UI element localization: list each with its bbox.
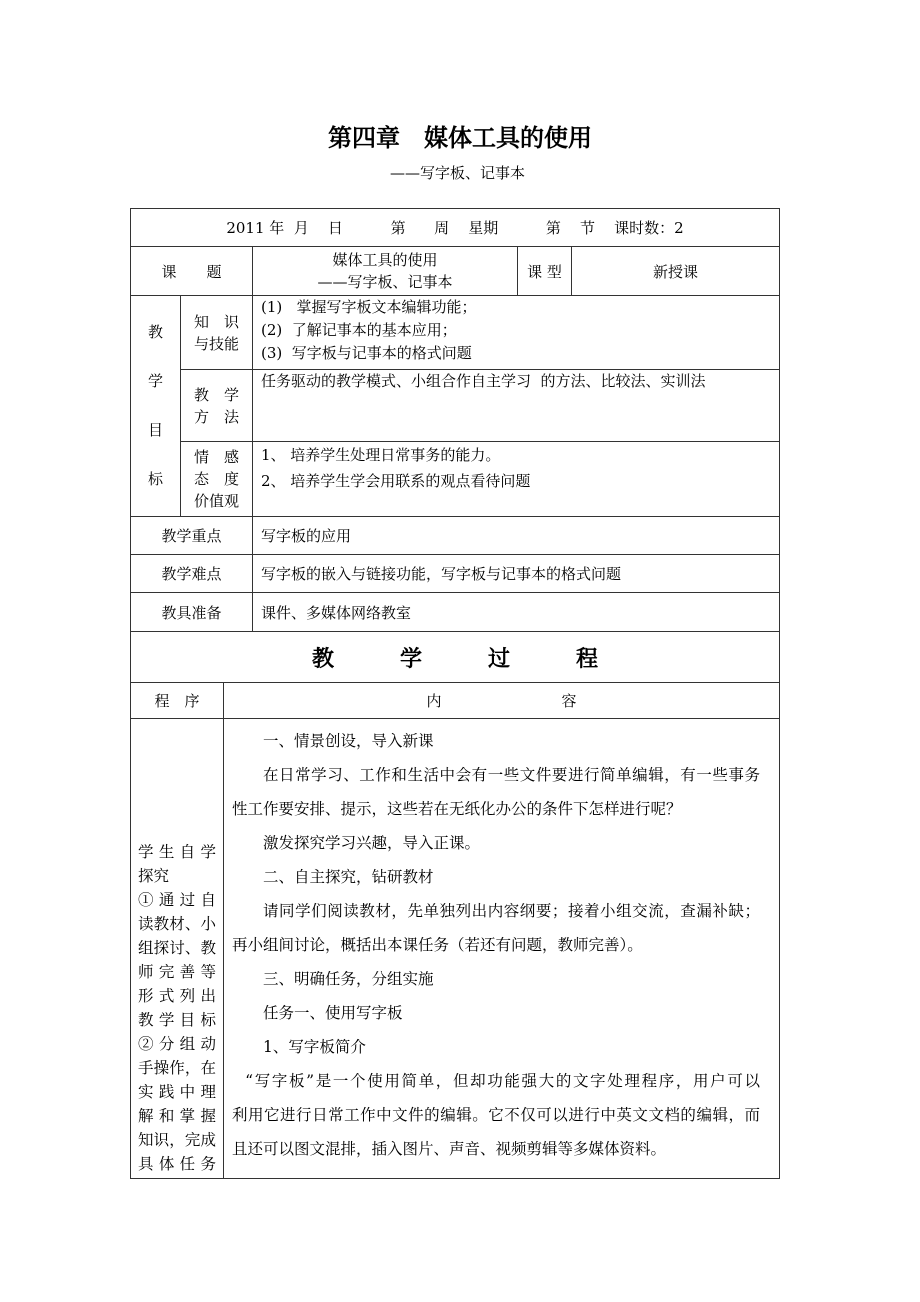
objective-line: 1、 培养学生处理日常事务的能力。 <box>261 446 501 464</box>
objective-category-line: 情 感 <box>193 448 239 466</box>
key-point-label: 教学重点 <box>130 516 253 555</box>
process-stage-line: 组探讨、教 <box>138 939 216 957</box>
objectives-label <box>130 295 181 517</box>
objective-content <box>252 369 780 442</box>
process-stage-line: 探究 <box>138 867 170 885</box>
process-title: 教 学 过 程 <box>130 631 780 683</box>
tools-value: 课件、多媒体网络教室 <box>252 592 780 632</box>
process-stage-line: 教学目标 <box>138 1011 216 1029</box>
objectives-char: 目 <box>147 421 163 439</box>
process-paragraph-line: 请同学们阅读教材，先单独列出内容纲要；接着小组交流，查漏补缺； <box>263 902 760 920</box>
objectives-char: 教 <box>147 323 163 341</box>
difficulty-value: 写字板的嵌入与链接功能，写字板与记事本的格式问题 <box>252 554 780 593</box>
difficulty-label: 教学难点 <box>130 554 253 593</box>
process-stage-line: 形式列出 <box>138 987 216 1005</box>
process-paragraph-line: 二、自主探究，钻研教材 <box>263 868 434 886</box>
objective-line: 2、 培养学生学会用联系的观点看待问题 <box>261 472 531 490</box>
objective-category-line: 与技能 <box>193 334 239 353</box>
process-stage-line: ②分组动 <box>138 1035 216 1053</box>
objectives-char: 学 <box>147 372 163 390</box>
objective-line: (1) 掌握写字板文本编辑功能； <box>261 298 477 316</box>
date-row <box>130 208 780 247</box>
objective-content <box>252 295 780 370</box>
objective-category <box>180 441 253 517</box>
process-stage-text <box>138 840 216 1176</box>
process-stage-line: 具体任务 <box>138 1155 216 1173</box>
process-stage-line: ①通过自 <box>138 891 216 909</box>
process-stage-line: 学生自学 <box>138 843 216 861</box>
objective-category-line: 态 度 <box>193 470 239 488</box>
key-point-value: 写字板的应用 <box>252 516 780 555</box>
process-paragraph-line: 任务一、使用写字板 <box>263 1004 403 1022</box>
process-paragraph-line: 性工作要安排、提示，这些若在无纸化办公的条件下怎样进行呢？ <box>232 800 682 818</box>
process-paragraph-line: 激发探究学习兴趣，导入正课。 <box>263 834 481 852</box>
process-stage-line: 手操作，在 <box>138 1059 216 1077</box>
topic-line: ——写字板、记事本 <box>317 273 453 291</box>
document-title: 第四章 媒体工具的使用 <box>328 123 592 152</box>
objective-category <box>180 295 253 370</box>
date-text: 2011 年 月 日 第 周 星期 第 节 课时数：2 <box>226 219 684 237</box>
objective-content <box>252 441 780 517</box>
process-paragraph-line: 在日常学习、工作和生活中会有一些文件要进行简单编辑，有一些事务 <box>263 766 760 784</box>
process-paragraph-line: “写字板”是一个使用简单，但却功能强大的文字处理程序，用户可以 <box>232 1072 760 1090</box>
process-stage-line: 实践中理 <box>138 1083 216 1101</box>
process-content-text <box>232 724 760 1166</box>
lesson-type-value: 新授课 <box>571 246 780 296</box>
process-stage-line: 解和掌握 <box>138 1107 216 1125</box>
objective-category-line: 知 识 <box>193 312 239 331</box>
objective-line: (3) 写字板与记事本的格式问题 <box>261 344 472 362</box>
document-subtitle: ——写字板、记事本 <box>390 164 526 182</box>
process-paragraph-line: 1、写字板简介 <box>263 1038 366 1056</box>
process-header-left: 程 序 <box>130 682 224 719</box>
process-stage-line: 知识，完成 <box>138 1131 216 1149</box>
process-paragraph-line: 再小组间讨论，概括出本课任务（若还有问题，教师完善）。 <box>232 936 643 954</box>
process-header-right: 内 容 <box>223 682 780 719</box>
objective-category-line: 方 法 <box>193 407 239 426</box>
topic-label: 课 题 <box>130 246 253 296</box>
process-paragraph-line: 一、情景创设，导入新课 <box>263 732 434 750</box>
objectives-char: 标 <box>147 470 163 488</box>
process-stage-line: 师完善等 <box>138 963 216 981</box>
topic-value <box>252 246 518 296</box>
lesson-type-label: 课 型 <box>517 246 572 296</box>
tools-label: 教具准备 <box>130 592 253 632</box>
process-paragraph-line: 利用它进行日常工作中文件的编辑。它不仅可以进行中英文文档的编辑，而 <box>232 1106 760 1124</box>
objective-category-line: 价值观 <box>193 492 239 510</box>
objective-line: 任务驱动的教学模式、小组合作自主学习 的方法、比较法、实训法 <box>261 372 706 390</box>
objective-category <box>180 369 253 442</box>
objective-line: (2) 了解记事本的基本应用； <box>261 321 457 339</box>
process-stage-line: 读教材、小 <box>138 915 216 933</box>
process-paragraph-line: 且还可以图文混排，插入图片、声音、视频剪辑等多媒体资料。 <box>232 1140 667 1158</box>
objective-category-line: 教 学 <box>193 385 239 404</box>
process-content-cell <box>223 718 780 1179</box>
process-stage-cell <box>130 718 224 1179</box>
topic-line: 媒体工具的使用 <box>332 251 438 269</box>
process-paragraph-line: 三、明确任务，分组实施 <box>263 970 434 988</box>
